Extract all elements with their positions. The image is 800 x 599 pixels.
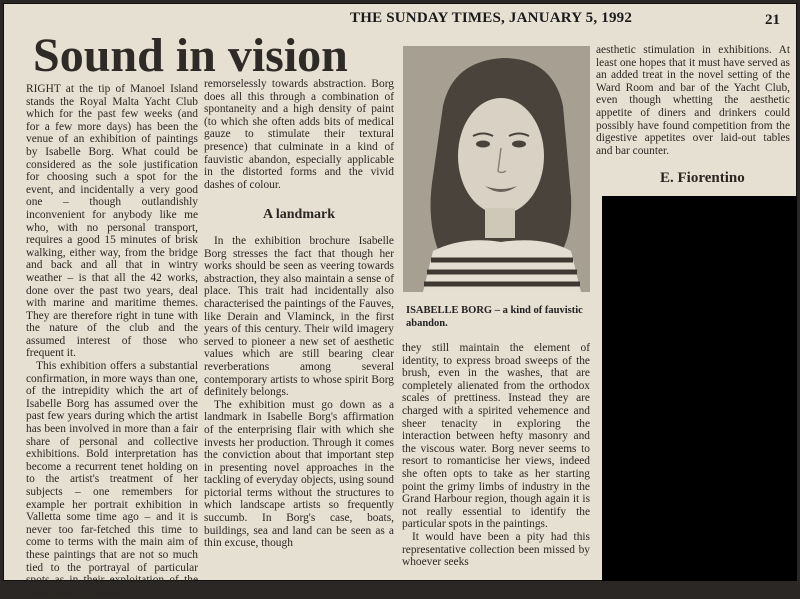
page-number: 21 [765, 12, 780, 28]
paragraph: they still maintain the element of identity, to express broad sweeps of the brush, even in the washes, that are completely alienated from the orthodox scales of prettiness. Instead they are charged with a spirited vehemence and sheer tenacity in exploring the interaction between hefty masonry and the viscous water. Borg never seems to resort to romanticise her views, indeed she often opts to take as her starting point the grimy limbs of industry in the Grand Harbour region, though again it is not really essential to identify the particular spots in the paintings. [402, 342, 590, 531]
paragraph: RIGHT at the tip of Manoel Island stands the Royal Malta Yacht Club which for the past few weeks (and for a few more days) has been the venue of an exhibition of paintings by Isabelle Borg. What could be considered as the sole justification for choosing such a spot for the event, and incidentally a very good one – though outlandishly inconvenient for anybody like me who, with no personal transport, requires a good 15 minutes of brisk walking, either way, from the bridge and back and all that in wintry weather – is that all the 42 works, done over the past two years, deal with marine and maritime themes. They are therefore right in tune with the nature of the club and the assumed interest of those who frequent it. [26, 83, 198, 360]
paragraph: In the exhibition brochure Isabelle Borg stresses the fact that though her works should be seen as veering towards abstraction, they also maintain a sense of place. This trait had incidentally also characterised the paintings of the Fauves, like Derain and Vlaminck, in the first years of this century. Their wild imagery served to pioneer a new set of aesthetic values which are still bearing clear reverberations among several contemporary artists to whose spirit Borg definitely belongs. [204, 235, 394, 399]
article-column-1 [26, 83, 198, 599]
paragraph: It would have been a pity had this representative collection been missed by whoever seeks [402, 530, 590, 569]
headline: Sound in vision [33, 29, 348, 82]
article-column-4 [596, 44, 790, 170]
paragraph: The exhibition must go down as a landmark in Isabelle Borg's affirmation of the enterprising flair with which she invests her production. Through it comes the conviction about that important step in presenting novel approaches in the tackling of everyday objects, using sound pictorial terms without the structures to which landscape artists so frequently succumb. In Borg's case, boats, buildings, sea and land can be seen as a thin excuse, though [204, 398, 394, 550]
article-column-3 [402, 342, 590, 577]
article-column-2-top [204, 78, 394, 200]
article-column-2-bottom [204, 235, 394, 575]
portrait-image [403, 46, 590, 292]
masthead: THE SUNDAY TIMES, JANUARY 5, 1992 [350, 10, 633, 26]
photo-caption: ISABELLE BORG – a kind of fauvistic abandon. [406, 305, 583, 329]
subheading: A landmark [263, 207, 335, 222]
paragraph: remorselessly towards abstraction. Borg does all this through a combination of spontaneity and a high density of paint (to which she often adds bits of medical gauze to stimulate their textural presence) that culminate in a kind of fauvistic abandon, especially applicable in the distorted forms and the vivid dashes of colour. [204, 78, 394, 191]
paragraph: aesthetic stimulation in exhibitions. At least one hopes that it must have served as an added treat in the novel setting of the Ward Room and bar of the Yacht Club, even though whetting the aesthetic appetite of diners and drinkers could possibly have found competition from the digestive appetites over laid-out tables and bar counter. [596, 44, 790, 157]
byline: E. Fiorentino [660, 170, 745, 186]
background-corner [602, 196, 797, 581]
paragraph: This exhibition offers a substantial confirmation, in more ways than one, of the intrepidity which the art of Isabelle Borg has assumed over the past few years during which the artist has been involved in more than a fair share of personal and collective exhibitions. Bold interpretation has become a recurrent tenet holding on to the artist's treatment of her subjects – one remembers for example her portrait exhibition in Valletta some time ago – and it is never too far-fetched this time to come to terms with the main aim of these paintings that are not so much tied to the portrayal of particular spots as in their exploitation of the visual data that slide [26, 360, 198, 599]
portrait-photo [403, 46, 590, 292]
